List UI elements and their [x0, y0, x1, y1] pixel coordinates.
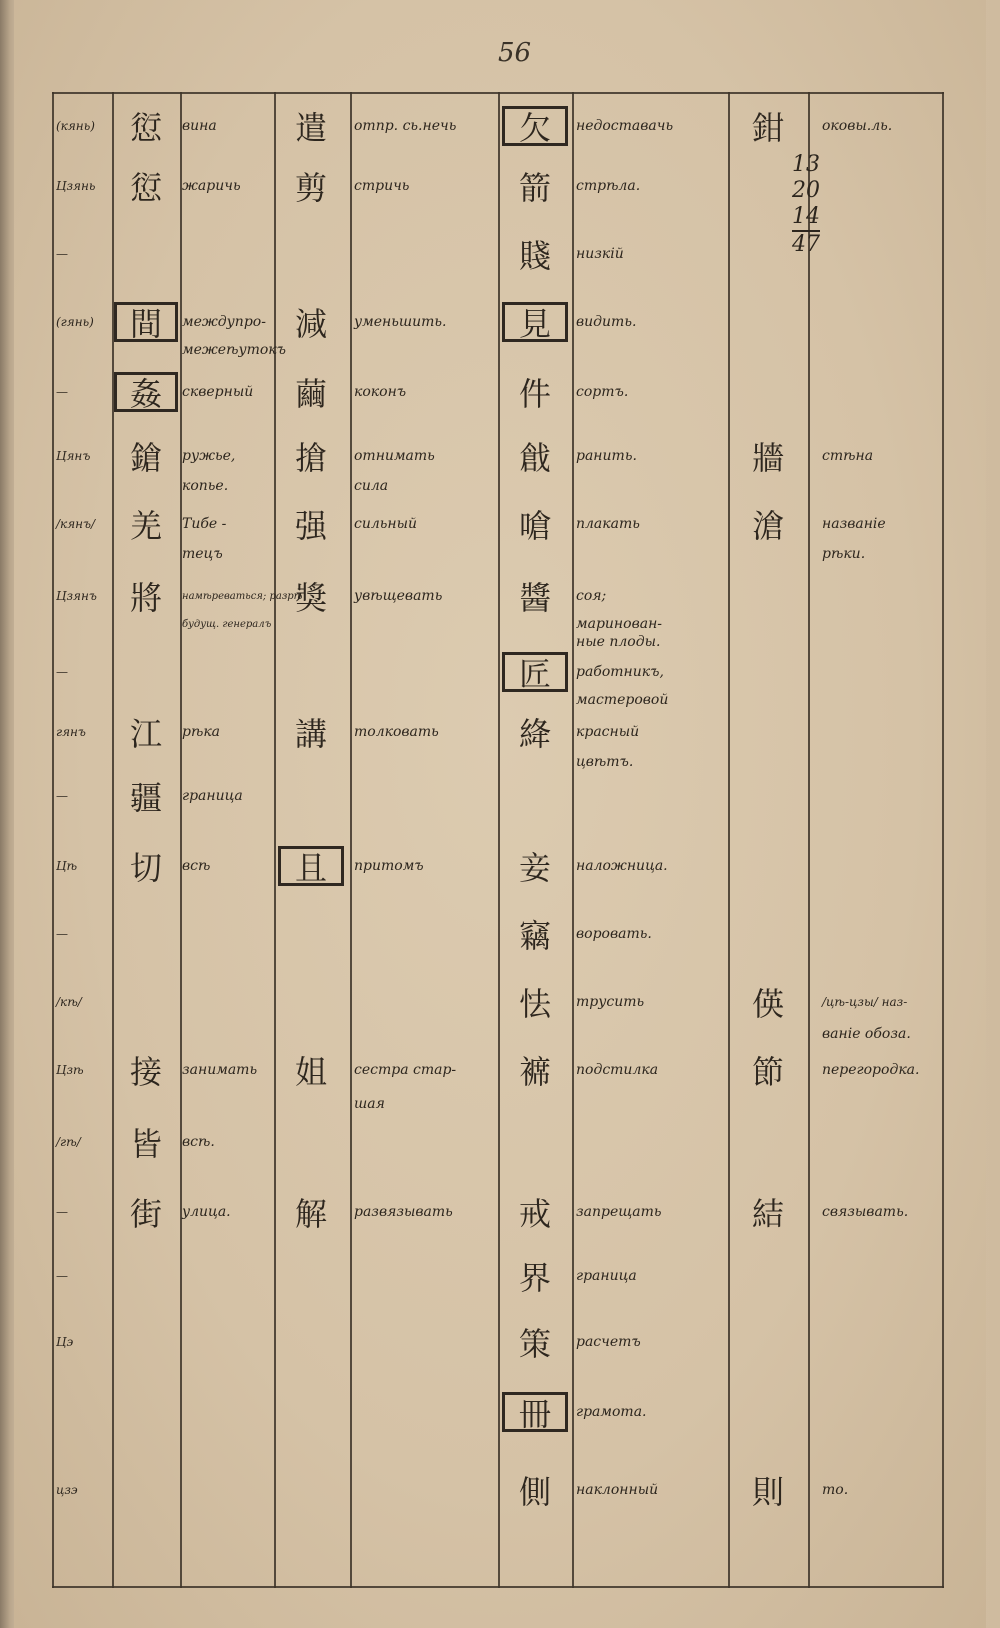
reading-label: Цзянъ [56, 589, 97, 603]
translation-text [354, 1322, 496, 1362]
table-row [52, 330, 944, 370]
translation-text: низкій [576, 246, 624, 262]
translation-text: сила [354, 478, 389, 494]
table-row [52, 1322, 944, 1362]
translation-text: названіе [822, 516, 886, 532]
hanzi-character: 界 [518, 1259, 551, 1297]
hanzi-character: 强 [294, 507, 327, 545]
translation-text: мастеровой [576, 692, 669, 708]
translation-text [822, 1256, 944, 1296]
translation-text [182, 1470, 270, 1510]
translation-text: намѣреваться; разрѣ [182, 590, 303, 602]
hanzi-character: 則 [751, 1473, 784, 1511]
translation-text: маринован- [576, 616, 663, 632]
reading-label [56, 534, 118, 574]
reading-label: Цзѣ [56, 1063, 84, 1077]
tally-line: 20 [792, 178, 820, 203]
hanzi-character [732, 466, 804, 506]
hanzi-character [732, 534, 804, 574]
translation-text [576, 534, 726, 574]
hanzi-character [114, 234, 178, 274]
translation-text [182, 1392, 270, 1432]
reading-label: Цэ [56, 1335, 74, 1349]
hanzi-character: 接 [129, 1053, 162, 1091]
hanzi-character [502, 466, 568, 506]
top-rule [52, 92, 944, 94]
hanzi-character: 偀 [751, 985, 784, 1023]
translation-text [182, 1014, 270, 1054]
translation-text: трусить [576, 994, 645, 1010]
hanzi-character: 戧 [518, 439, 551, 477]
hanzi-character: 絳 [518, 715, 551, 753]
translation-text: уменьшить. [354, 314, 447, 330]
hanzi-character [278, 1122, 344, 1162]
reading-label [56, 1014, 118, 1054]
translation-text: граница [182, 788, 243, 804]
hanzi-character: 竊 [518, 917, 551, 955]
translation-text: стѣна [822, 448, 874, 464]
reading-label: /кѣ/ [56, 995, 82, 1009]
translation-text: стричь [354, 178, 410, 194]
translation-text [354, 1256, 496, 1296]
table-row [52, 1256, 944, 1296]
reading-label: Цянъ [56, 449, 91, 463]
hanzi-character: 間 [114, 302, 178, 342]
table-row [52, 776, 944, 816]
hanzi-character [278, 914, 344, 954]
translation-text [354, 1392, 496, 1432]
hanzi-character: 怯 [518, 985, 551, 1023]
translation-text: цвѣтъ. [576, 754, 634, 770]
reading-label [56, 466, 118, 506]
page-number: 56 [498, 38, 532, 68]
table-row [52, 106, 944, 146]
reading-label [56, 1084, 118, 1124]
hanzi-character: 江 [129, 715, 162, 753]
translation-text: то. [822, 1482, 849, 1498]
hanzi-character: 愆 [129, 109, 162, 147]
translation-text: коконъ [354, 384, 407, 400]
translation-text: рѣки. [822, 546, 866, 562]
translation-text: толковать [354, 724, 439, 740]
hanzi-character [732, 1122, 804, 1162]
hanzi-character: 褯 [518, 1053, 551, 1091]
translation-text: ные плоды. [576, 634, 661, 650]
hanzi-character: 姐 [294, 1053, 327, 1091]
hanzi-character: 切 [129, 849, 162, 887]
hanzi-character: 冊 [502, 1392, 568, 1432]
translation-text: будущ. генералъ [182, 618, 272, 630]
table-row [52, 914, 944, 954]
hanzi-character: 剪 [294, 169, 327, 207]
translation-text: связывать. [822, 1204, 909, 1220]
hanzi-character [732, 776, 804, 816]
translation-text: ружье, [182, 448, 236, 464]
hanzi-character [278, 330, 344, 370]
translation-text [354, 330, 496, 370]
translation-text: ваніе обоза. [822, 1026, 911, 1042]
hanzi-character: 賤 [518, 237, 551, 275]
reading-label: — [56, 1205, 68, 1219]
translation-text: сильный [354, 516, 418, 532]
translation-text: подстилка [576, 1062, 659, 1078]
hanzi-character [114, 1256, 178, 1296]
hanzi-character: 見 [502, 302, 568, 342]
hanzi-character [502, 534, 568, 574]
hanzi-character [278, 1256, 344, 1296]
translation-text [822, 330, 944, 370]
bottom-rule [52, 1586, 944, 1588]
hanzi-character: 將 [129, 579, 162, 617]
translation-text: развязывать [354, 1204, 453, 1220]
margin-tally [766, 152, 846, 258]
hanzi-character: 鉗 [751, 109, 784, 147]
hanzi-character [278, 466, 344, 506]
hanzi-character [114, 534, 178, 574]
translation-text: граница [576, 1268, 637, 1284]
translation-text: стрѣла. [576, 178, 641, 194]
hanzi-character: 戒 [518, 1195, 551, 1233]
table-row [52, 466, 944, 506]
translation-text [822, 1084, 944, 1124]
hanzi-character: 策 [518, 1325, 551, 1363]
translation-text [354, 1014, 496, 1054]
hanzi-character [278, 534, 344, 574]
translation-text: запрещать [576, 1204, 662, 1220]
hanzi-character: 妾 [518, 849, 551, 887]
hanzi-character: 減 [294, 305, 327, 343]
translation-text: междупро- [182, 314, 266, 330]
translation-text [354, 534, 496, 574]
hanzi-character: 且 [278, 846, 344, 886]
translation-text [576, 330, 726, 370]
hanzi-character: 羌 [129, 507, 162, 545]
translation-text: скверный [182, 384, 254, 400]
reading-label: — [56, 789, 68, 803]
translation-text: грамота. [576, 1404, 647, 1420]
translation-text [354, 914, 496, 954]
translation-text [822, 914, 944, 954]
hanzi-character: 欠 [502, 106, 568, 146]
translation-text [182, 1256, 270, 1296]
translation-text [182, 1084, 270, 1124]
translation-text: работникъ, [576, 664, 664, 680]
hanzi-character [732, 1392, 804, 1432]
table-row [52, 1470, 944, 1510]
reading-label: Цзянь [56, 179, 96, 193]
hanzi-character: 皆 [129, 1125, 162, 1163]
translation-text [822, 372, 944, 412]
reading-label: Цѣ [56, 859, 78, 873]
translation-text: всѣ [182, 858, 211, 874]
table-row [52, 534, 944, 574]
reading-label: /кянъ/ [56, 517, 96, 531]
hanzi-character [502, 1122, 568, 1162]
translation-text: жаричь [182, 178, 241, 194]
reading-label: — [56, 927, 68, 941]
hanzi-character: 解 [294, 1195, 327, 1233]
translation-text [182, 234, 270, 274]
translation-text [182, 914, 270, 954]
translation-text: тецъ [182, 546, 223, 562]
translation-text: оковы.ль. [822, 118, 893, 134]
translation-text [576, 466, 726, 506]
hanzi-character: 節 [751, 1053, 784, 1091]
translation-text: /цѣ-цзы/ наз- [822, 995, 908, 1009]
hanzi-character: 姦 [114, 372, 178, 412]
translation-text: наложница. [576, 858, 668, 874]
hanzi-character: 箭 [518, 169, 551, 207]
hanzi-character [278, 234, 344, 274]
translation-text: увѣщевать [354, 588, 443, 604]
hanzi-character [732, 846, 804, 886]
translation-text: видить. [576, 314, 637, 330]
translation-text [822, 1392, 944, 1432]
reading-label: гянъ [56, 725, 86, 739]
hanzi-character [732, 1084, 804, 1124]
tally-line: 14 [766, 204, 846, 232]
hanzi-character [114, 914, 178, 954]
translation-text: всѣ. [182, 1134, 215, 1150]
hanzi-character [114, 330, 178, 370]
hanzi-character: 繭 [294, 375, 327, 413]
translation-text [822, 846, 944, 886]
hanzi-character: 搶 [294, 439, 327, 477]
translation-text [354, 1470, 496, 1510]
reading-label: /гѣ/ [56, 1135, 81, 1149]
hanzi-character [278, 1322, 344, 1362]
translation-text [822, 466, 944, 506]
hanzi-character [114, 1322, 178, 1362]
reading-label: — [56, 665, 68, 679]
translation-text [822, 1122, 944, 1162]
translation-text [354, 234, 496, 274]
translation-text: красный [576, 724, 640, 740]
translation-text [354, 1122, 496, 1162]
translation-text [354, 776, 496, 816]
hanzi-character: 愆 [129, 169, 162, 207]
translation-text: недоставачь [576, 118, 674, 134]
hanzi-character: 側 [518, 1473, 551, 1511]
hanzi-character: 街 [129, 1195, 162, 1233]
table-row [52, 1014, 944, 1054]
tally-line: 13 [792, 152, 820, 177]
hanzi-character: 遣 [294, 109, 327, 147]
hanzi-character [114, 466, 178, 506]
translation-text [822, 1322, 944, 1362]
table-row [52, 372, 944, 412]
hanzi-character [502, 330, 568, 370]
translation-text: занимать [182, 1062, 258, 1078]
reading-label: цзэ [56, 1483, 78, 1497]
table-row [52, 1192, 944, 1232]
translation-text: сестра стар- [354, 1062, 457, 1078]
translation-text: сортъ. [576, 384, 629, 400]
hanzi-character [502, 776, 568, 816]
translation-text [576, 1084, 726, 1124]
translation-text [182, 1322, 270, 1362]
tally-line: 47 [792, 232, 820, 257]
hanzi-character [732, 1322, 804, 1362]
translation-text [576, 1014, 726, 1054]
translation-text: Тибе - [182, 516, 227, 532]
translation-text: расчетъ [576, 1334, 641, 1350]
hanzi-character: 獎 [294, 579, 327, 617]
hanzi-character [114, 1392, 178, 1432]
hanzi-character [278, 1392, 344, 1432]
hanzi-character: 匠 [502, 652, 568, 692]
table-row [52, 1122, 944, 1162]
hanzi-character: 醬 [518, 579, 551, 617]
hanzi-character: 件 [518, 375, 551, 413]
reading-label [56, 330, 118, 370]
vocabulary-table [52, 92, 944, 1588]
translation-text: ранить. [576, 448, 637, 464]
translation-text: наклонный [576, 1482, 659, 1498]
translation-text [576, 776, 726, 816]
hanzi-character [732, 330, 804, 370]
translation-text: копье. [182, 478, 229, 494]
reading-label: — [56, 385, 68, 399]
hanzi-character: 滄 [751, 507, 784, 545]
translation-text: шая [354, 1096, 385, 1112]
translation-text: межеѣутокъ [182, 342, 286, 358]
hanzi-character [732, 1256, 804, 1296]
reading-label: — [56, 247, 68, 261]
translation-text: рѣка [182, 724, 221, 740]
table-row [52, 1084, 944, 1124]
hanzi-character [278, 776, 344, 816]
hanzi-character [502, 1084, 568, 1124]
hanzi-character: 牆 [751, 439, 784, 477]
reading-label [56, 1392, 118, 1432]
table-row [52, 846, 944, 886]
translation-text: вина [182, 118, 217, 134]
reading-label: — [56, 1269, 68, 1283]
translation-text: улица. [182, 1204, 231, 1220]
hanzi-character: 講 [294, 715, 327, 753]
hanzi-character [732, 914, 804, 954]
reading-label: (кянь) [56, 119, 95, 133]
hanzi-character [278, 1084, 344, 1124]
translation-text: плакать [576, 516, 640, 532]
hanzi-character [114, 1470, 178, 1510]
translation-text [576, 1122, 726, 1162]
hanzi-character [114, 1084, 178, 1124]
reading-label: (гянь) [56, 315, 94, 329]
hanzi-character: 疆 [129, 779, 162, 817]
hanzi-character: 結 [751, 1195, 784, 1233]
hanzi-character: 嗆 [518, 507, 551, 545]
translation-text: перегородка. [822, 1062, 920, 1078]
table-row [52, 1392, 944, 1432]
translation-text: отнимать [354, 448, 435, 464]
hanzi-character: 鎗 [129, 439, 162, 477]
hanzi-character [732, 372, 804, 412]
translation-text: соя; [576, 588, 607, 604]
translation-text: притомъ [354, 858, 424, 874]
translation-text [822, 776, 944, 816]
hanzi-character [278, 1470, 344, 1510]
translation-text: отпр. сь.нечь [354, 118, 457, 134]
translation-text: воровать. [576, 926, 652, 942]
